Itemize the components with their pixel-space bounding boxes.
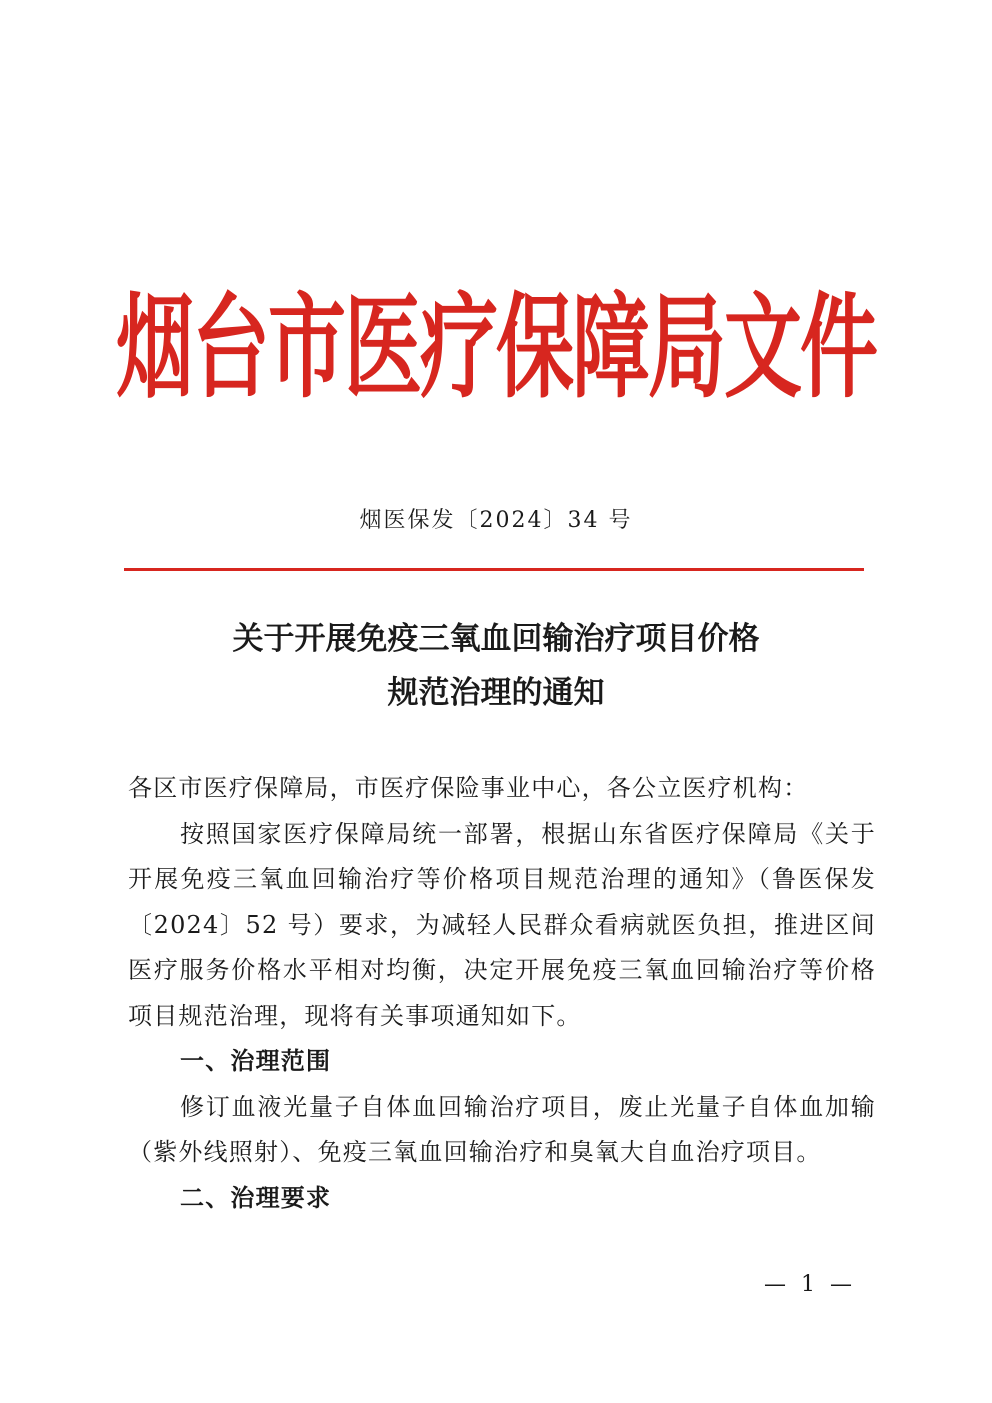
section-heading-2: 二、治理要求: [180, 1183, 332, 1212]
notice-title-line-2: 规范治理的通知: [387, 675, 605, 711]
intro-paragraph: 按照国家医疗保障局统一部署，根据山东省医疗保障局《关于开展免疫三氧血回输治疗等价格项目规范治理的通知》（鲁医保发〔2024〕52 号）要求，为减轻人民群众看病就医负担，推进区间医疗服务价格水平相对均衡，决定开展免疫三氧血回输治疗等价格项目规范治理，现将有关事项通知如下。: [128, 819, 876, 1030]
section-1-paragraph: 修订血液光量子自体血回输治疗项目，废止光量子自体血加输（紫外线照射）、免疫三氧血回输治疗和臭氧大自血治疗项目。: [128, 1092, 876, 1166]
document-body: [128, 766, 876, 1221]
red-divider-line: [124, 568, 864, 571]
notice-title: [0, 612, 992, 720]
masthead-title: 烟台市医疗保障局文件: [115, 283, 876, 414]
addressee: 各区市医疗保障局，市医疗保险事业中心，各公立医疗机构：: [128, 774, 809, 802]
notice-title-line-1: 关于开展免疫三氧血回输治疗项目价格: [232, 621, 760, 657]
page-number: — 1 —: [764, 1272, 856, 1297]
section-heading-1: 一、治理范围: [180, 1047, 332, 1075]
document-number: 烟医保发〔2024〕34 号: [359, 508, 633, 533]
